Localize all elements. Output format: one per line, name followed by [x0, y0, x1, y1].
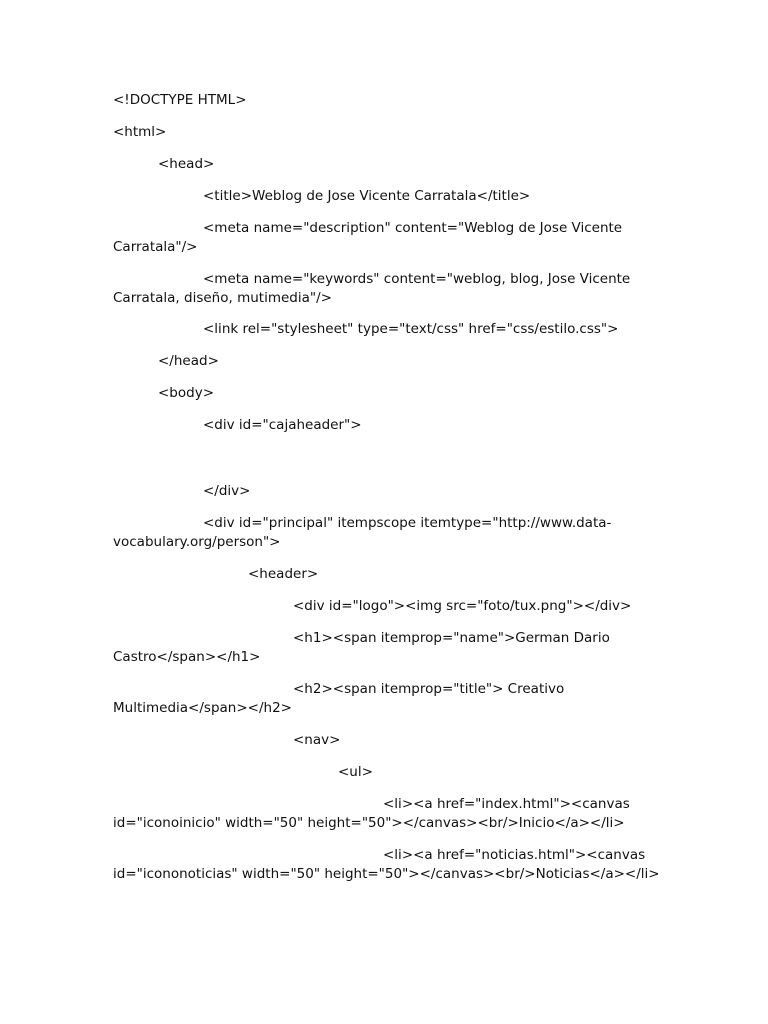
code-line-html-open: <html> [113, 124, 167, 140]
code-line-ul-open: <ul> [338, 764, 373, 780]
code-line-h1: <h1><span itemprop="name">German Dario Castro</span></h1> [113, 630, 610, 665]
code-line-div-principal-open: <div id="principal" itempscope itemtype="http://www.data-vocabulary.org/person"> [113, 515, 612, 550]
code-line-body-open: <body> [158, 385, 215, 401]
code-line-meta-description: <meta name="description" content="Weblog de Jose Vicente Carratala"/> [113, 220, 623, 255]
code-line-h2: <h2><span itemprop="title"> Creativo Multimedia</span></h2> [113, 681, 565, 716]
code-line-nav-open: <nav> [293, 732, 341, 748]
code-line-head-close: </head> [158, 353, 219, 369]
code-line-li-inicio: <li><a href="index.html"><canvas id="iconoinicio" width="50" height="50"></canvas><br/>Inicio</a></li> [113, 796, 630, 831]
code-line-head-open: <head> [158, 156, 215, 172]
code-line-title: <title>Weblog de Jose Vicente Carratala</title> [203, 188, 531, 204]
code-line-meta-keywords: <meta name="keywords" content="weblog, blog, Jose Vicente Carratala, diseño, mutimedia"/> [113, 271, 631, 306]
code-line-header-open: <header> [248, 566, 319, 582]
code-line-div-cajaheader-close: </div> [203, 483, 251, 499]
code-line-li-noticias: <li><a href="noticias.html"><canvas id="icononoticias" width="50" height="50"></canvas><br/>Noticias</a></li> [113, 847, 660, 882]
code-line-link-stylesheet: <link rel="stylesheet" type="text/css" href="css/estilo.css"> [203, 321, 619, 337]
code-line-div-cajaheader-open: <div id="cajaheader"> [203, 417, 362, 433]
code-line-doctype: <!DOCTYPE HTML> [113, 92, 247, 108]
code-line-div-logo: <div id="logo"><img src="foto/tux.png"></div> [293, 598, 632, 614]
